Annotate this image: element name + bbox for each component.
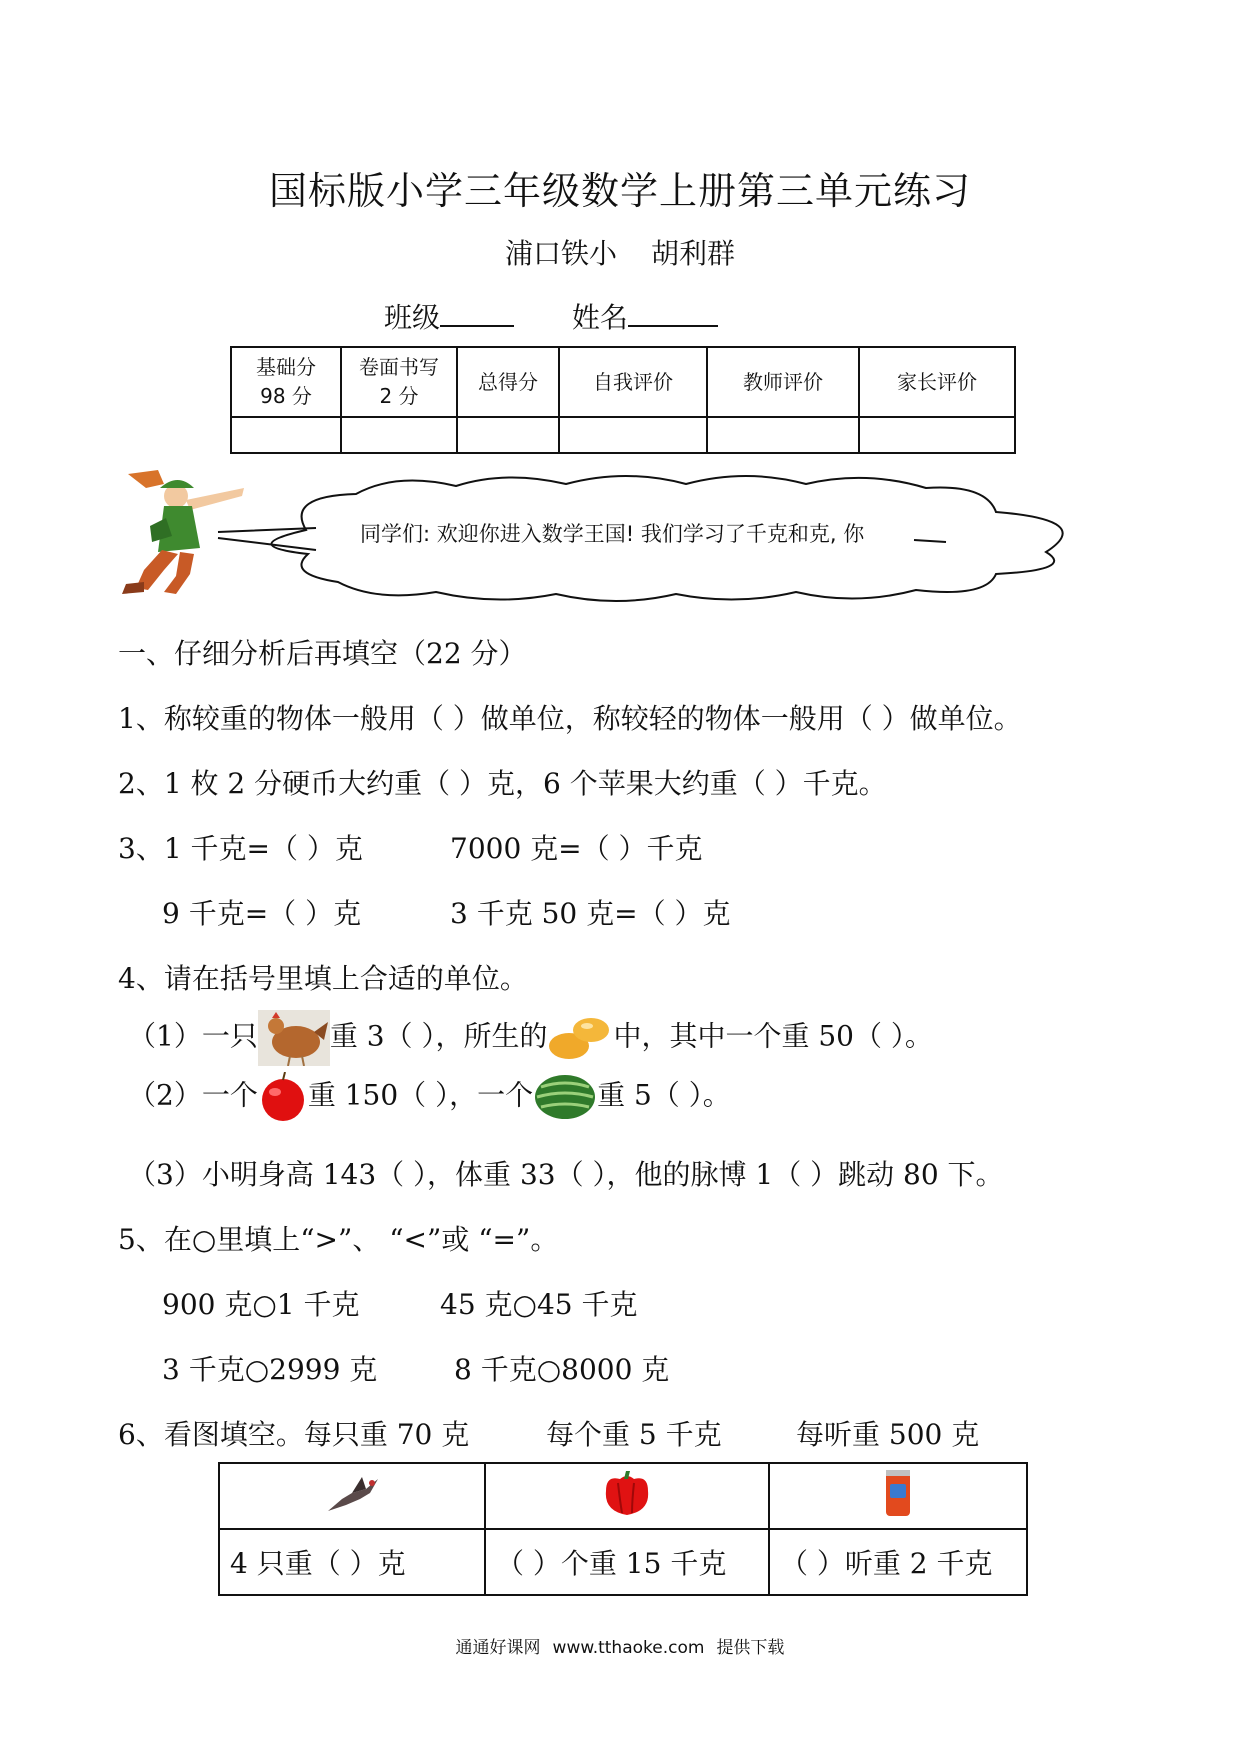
footer-note: 提供下载	[716, 1638, 785, 1658]
footer	[0, 1633, 1240, 1658]
bird-icon	[322, 1471, 382, 1515]
question-5: 5、在○里填上“>”、 “<”或 “=”。	[118, 1223, 559, 1256]
pepper-icon	[600, 1469, 654, 1517]
score-header-self: 自我评价	[559, 347, 707, 417]
weight-cell-can: （ ）听重 2 千克	[769, 1529, 1027, 1595]
footer-url: www.tthaoke.com	[552, 1638, 705, 1658]
watermelon-icon	[533, 1073, 597, 1121]
score-blank-row	[231, 417, 1015, 453]
q4-1-text-a: （1）一只	[128, 1019, 258, 1053]
question-6: 6、看图填空。每只重 70 克	[118, 1418, 470, 1451]
page-title: 国标版小学三年级数学上册第三单元练习	[268, 169, 971, 213]
name-blank	[628, 299, 718, 327]
section-title: 一、仔细分析后再填空（22 分）	[118, 637, 527, 670]
q4-1-text-b: 重 3（ ），所生的	[329, 1019, 548, 1053]
score-header-writing: 卷面书写 2 分	[341, 347, 457, 417]
question-5b-left: 3 千克○2999 克	[162, 1353, 378, 1386]
author-name: 胡利群	[651, 237, 736, 270]
eggs-icon	[547, 1014, 613, 1062]
bird-cell	[219, 1463, 485, 1529]
question-4-1	[128, 1010, 933, 1066]
q4-2-text-c: 重 5（ ）。	[597, 1078, 731, 1112]
weight-cell-bird: 4 只重（ ）克	[219, 1529, 485, 1595]
score-table	[230, 346, 1016, 454]
q4-2-text-b: 重 150（ ），一个	[307, 1078, 534, 1112]
drink-can-icon	[880, 1466, 916, 1520]
question-3a-left: 3、1 千克=（ ）克	[118, 832, 363, 865]
question-2: 2、1 枚 2 分硬币大约重（ ）克，6 个苹果大约重（ ）千克。	[118, 767, 887, 800]
question-4: 4、请在括号里填上合适的单位。	[118, 962, 528, 995]
question-4-3: （3）小明身高 143（ ），体重 33（ ），他的脉博 1（ ）跳动 80 下。	[128, 1158, 1004, 1191]
question-3a-right: 7000 克=（ ）千克	[450, 832, 703, 865]
question-3b-right: 3 千克 50 克=（ ）克	[450, 897, 731, 930]
class-label: 班级	[384, 301, 441, 334]
class-blank	[440, 299, 514, 327]
question-6-right: 每听重 500 克	[796, 1418, 980, 1451]
score-cell	[341, 417, 457, 453]
question-5a-right: 45 克○45 千克	[440, 1288, 638, 1321]
weight-image-row	[219, 1463, 1027, 1529]
speech-bubble-text: 同学们: 欢迎你进入数学王国! 我们学习了千克和克, 你	[360, 522, 865, 546]
school-name: 浦口铁小	[504, 237, 617, 270]
score-header-total: 总得分	[457, 347, 559, 417]
q4-2-text-a: （2）一个	[128, 1078, 258, 1112]
score-cell	[559, 417, 707, 453]
can-cell	[769, 1463, 1027, 1529]
score-header-parent: 家长评价	[859, 347, 1015, 417]
question-4-2	[128, 1072, 731, 1122]
question-5b-right: 8 千克○8000 克	[454, 1353, 670, 1386]
score-cell	[859, 417, 1015, 453]
footer-site: 通通好课网	[455, 1638, 541, 1658]
score-header-basic: 基础分 98 分	[231, 347, 341, 417]
question-1: 1、称较重的物体一般用（ ）做单位，称较轻的物体一般用（ ）做单位。	[118, 702, 1022, 735]
score-header-row	[231, 347, 1015, 417]
question-3b-left: 9 千克=（ ）克	[162, 897, 362, 930]
score-cell	[707, 417, 859, 453]
q4-1-text-c: 中，其中一个重 50（ ）。	[613, 1019, 933, 1053]
pepper-cell	[485, 1463, 769, 1529]
class-name-line	[384, 296, 718, 336]
hen-icon	[258, 1010, 330, 1066]
weight-cell-pepper: （ ）个重 15 千克	[485, 1529, 769, 1595]
apple-icon	[258, 1072, 308, 1122]
name-label: 姓名	[571, 301, 628, 334]
score-cell	[457, 417, 559, 453]
score-cell	[231, 417, 341, 453]
question-6-mid: 每个重 5 千克	[546, 1418, 722, 1451]
subtitle	[0, 232, 1240, 272]
question-5a-left: 900 克○1 千克	[162, 1288, 360, 1321]
weight-table	[218, 1462, 1028, 1596]
weight-text-row	[219, 1529, 1027, 1595]
score-header-teacher: 教师评价	[707, 347, 859, 417]
